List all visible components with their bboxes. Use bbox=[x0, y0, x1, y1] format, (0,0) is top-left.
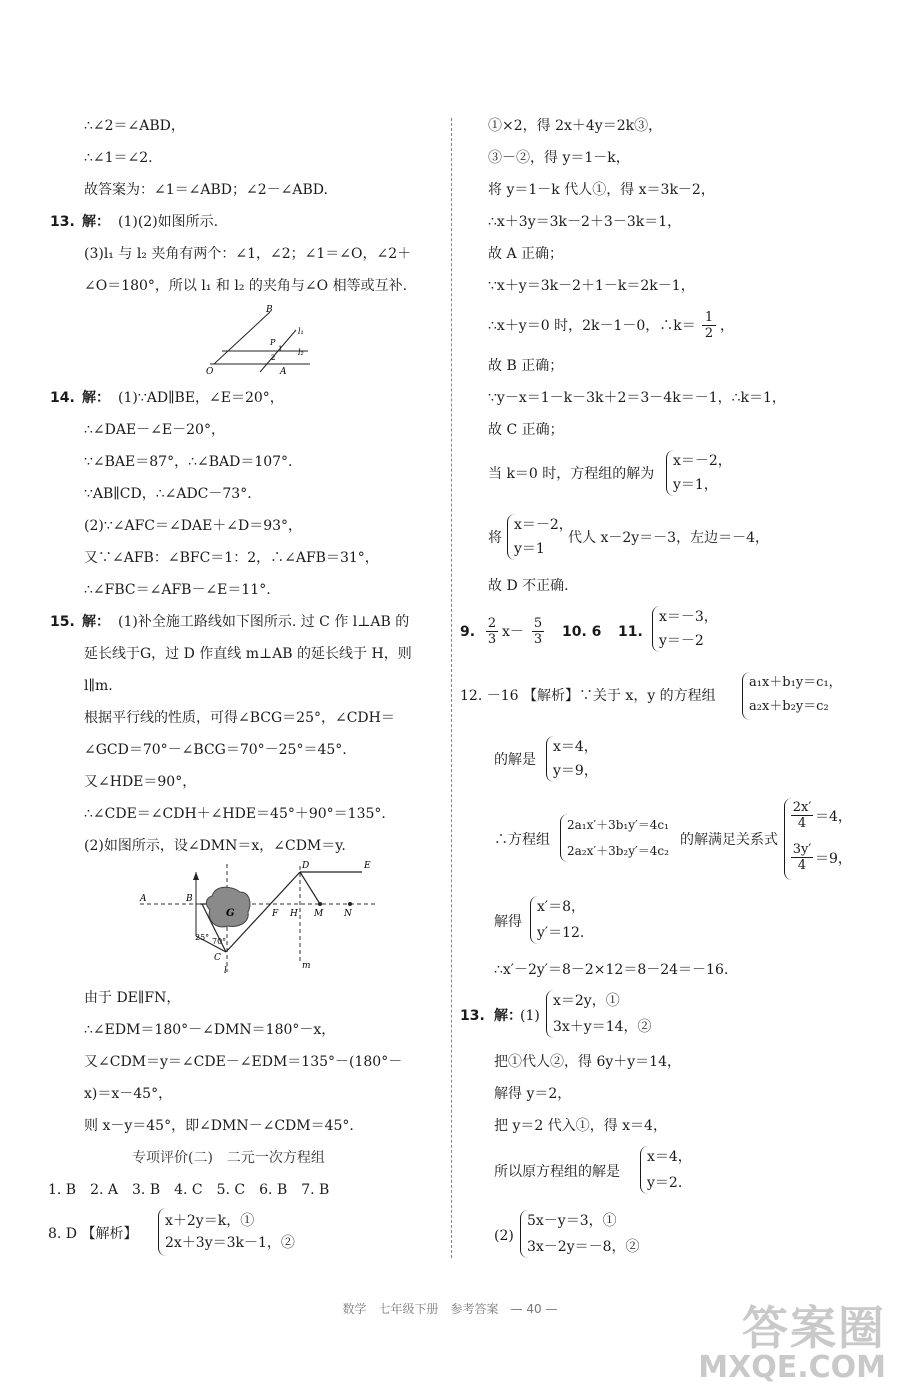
answer-label: 解： bbox=[82, 390, 110, 406]
answer-label: 解： bbox=[82, 614, 110, 630]
text-line: ③－②，得 y＝1－k， bbox=[488, 150, 630, 166]
point-label: A bbox=[280, 367, 287, 376]
fraction bbox=[791, 842, 813, 873]
question-number: 11. bbox=[618, 624, 643, 640]
equation: y′＝12. bbox=[537, 925, 585, 941]
numerator: 3y′ bbox=[792, 842, 812, 857]
question-number: 9. bbox=[460, 624, 476, 640]
equation-system bbox=[530, 896, 601, 944]
numerator: 2x′ bbox=[792, 800, 812, 815]
equation-system bbox=[784, 798, 852, 880]
equation: ＝9， bbox=[815, 851, 852, 867]
text-line: ∵y－x＝1－k－3k＋2＝3－4k＝－1，∴k＝1， bbox=[488, 390, 786, 406]
text-line: ∴x＋y＝0 时，2k－1－0，∴k＝ bbox=[488, 318, 696, 334]
equation: x＝4， bbox=[647, 1149, 692, 1165]
equation: x＝4， bbox=[553, 739, 598, 755]
text-line: 故 D 不正确. bbox=[488, 578, 569, 594]
text-line: ∵∠BAE＝87°，∴∠BAD＝107°. bbox=[84, 454, 293, 470]
text-line: ①×2，得 2x＋4y＝2k③， bbox=[488, 118, 663, 134]
text-line: 把 y＝2 代入①，得 x＝4， bbox=[494, 1118, 667, 1134]
column-divider bbox=[451, 118, 452, 1258]
line-label: l₂ bbox=[298, 348, 304, 357]
text-line: 当 k＝0 时，方程组的解为 bbox=[488, 466, 655, 482]
equation-system bbox=[640, 1146, 701, 1194]
equation-system bbox=[742, 672, 863, 720]
equation-system bbox=[158, 1208, 339, 1256]
text-line: (1)∵AD∥BE，∠E＝20°， bbox=[118, 390, 284, 406]
text-line: x－ bbox=[502, 624, 524, 640]
text-line: 延长线于G，过 D 作直线 m⊥AB 的延长线于 H，则 bbox=[84, 646, 412, 662]
point-label: C bbox=[214, 953, 221, 963]
question-number: 12. －16 【解析】∵关于 x，y 的方程组 bbox=[460, 688, 716, 704]
equation-system bbox=[560, 814, 681, 862]
denominator: 4 bbox=[791, 815, 813, 831]
text-line: ∴x′－2y′＝8－2×12＝8－24＝－16. bbox=[494, 962, 729, 978]
equation: a₂x＋b₂y＝c₂ bbox=[749, 699, 829, 714]
text-line: l∥m. bbox=[84, 678, 113, 694]
text-line: (1) bbox=[520, 1008, 540, 1024]
text-line: ∵AB∥CD，∴∠ADC－73°. bbox=[84, 486, 252, 502]
point-label: A bbox=[140, 894, 147, 904]
numerator: 1 bbox=[704, 310, 714, 325]
text-line: 根据平行线的性质，可得∠BCG＝25°，∠CDH＝ bbox=[84, 710, 395, 726]
figure-angle-lines bbox=[200, 300, 320, 376]
text-line: ∴方程组 bbox=[494, 832, 550, 848]
watermark-title: 答案圈 bbox=[742, 1301, 886, 1355]
text-line: 解得 y＝2， bbox=[494, 1086, 572, 1102]
text-line: ∴∠2＝∠ABD， bbox=[84, 118, 185, 134]
text-line: ∴∠EDM＝180°－∠DMN＝180°－x， bbox=[84, 1022, 336, 1038]
equation: 3x＋y＝14，② bbox=[553, 1019, 652, 1035]
text-line: 又∠HDE＝90°， bbox=[84, 774, 197, 790]
equation: ＝4， bbox=[815, 809, 852, 825]
angle-label: 2 bbox=[271, 354, 276, 362]
page-footer: 数学 七年级下册 参考答案 — 40 — bbox=[342, 1302, 558, 1316]
text-line: (2)如图所示，设∠DMN＝x，∠CDM＝y. bbox=[84, 838, 346, 854]
point-label: H bbox=[290, 909, 298, 919]
text-line: 故 C 正确； bbox=[488, 422, 564, 438]
denominator: 2 bbox=[702, 325, 716, 341]
question-number: 8. D 【解析】 bbox=[48, 1226, 138, 1242]
text-line: (2)∵∠AFC＝∠DAE＋∠D＝93°， bbox=[84, 518, 303, 534]
point-label: F bbox=[272, 909, 279, 919]
equation: 5x－y＝3，① bbox=[527, 1213, 617, 1229]
text-line: 由于 DE∥FN， bbox=[84, 990, 181, 1006]
question-number: 14. bbox=[50, 390, 75, 406]
text-line: ∴x＋3y＝3k－2＋3－3k＝1， bbox=[488, 214, 682, 230]
question-number: 15. bbox=[50, 614, 75, 630]
question-number: 13. bbox=[50, 214, 75, 230]
equation-system bbox=[546, 736, 607, 782]
angle-label: 1 bbox=[278, 345, 283, 353]
fraction bbox=[791, 800, 813, 831]
point-label: B bbox=[266, 305, 273, 315]
line-label: m bbox=[302, 961, 311, 971]
equation-system bbox=[666, 450, 757, 496]
equation: x＝2y，① bbox=[553, 993, 620, 1009]
equation: 3x－2y＝－8，② bbox=[527, 1239, 640, 1255]
fraction bbox=[702, 310, 716, 341]
text-line: ∴∠FBC＝∠AFB－∠E＝11°. bbox=[84, 582, 271, 598]
text-line: ∵x＋y＝3k－2＋1－k＝2k－1， bbox=[488, 278, 695, 294]
equation: y＝－2 bbox=[659, 633, 704, 649]
equation: y＝2. bbox=[647, 1175, 683, 1191]
text-line: ∠O＝180°，所以 l₁ 和 l₂ 的夹角与∠O 相等或互补. bbox=[84, 278, 408, 294]
equation: 2a₂x′＋3b₂y′＝4c₂ bbox=[567, 844, 669, 858]
text-line: 代人 x－2y＝－3，左边＝－4， bbox=[568, 530, 769, 546]
text-line: 将 y＝1－k 代人①，得 x＝3k－2， bbox=[488, 182, 715, 198]
text-line: 解得 bbox=[494, 914, 522, 930]
multiple-choice-answers: 1. B 2. A 3. B 4. C 5. C 6. B 7. B bbox=[48, 1182, 330, 1198]
text-line: 的解是 bbox=[494, 752, 536, 768]
fraction bbox=[486, 616, 498, 647]
equation: x＝－3， bbox=[659, 609, 718, 625]
denominator: 3 bbox=[487, 632, 497, 647]
equation: y＝1， bbox=[673, 477, 718, 493]
equation: x＋2y＝k，① bbox=[165, 1213, 255, 1229]
watermark-url: MXQE.COM bbox=[698, 1350, 886, 1385]
text-line: 又∠CDM＝y＝∠CDE－∠EDM＝135°－(180°－ bbox=[84, 1054, 403, 1070]
text-line: (3)l₁ 与 l₂ 夹角有两个：∠1，∠2；∠1＝∠O，∠2＋ bbox=[84, 246, 412, 262]
equation: y＝1 bbox=[514, 541, 545, 557]
question-number: 13. bbox=[460, 1008, 485, 1024]
text-line: 则 x－y＝45°，即∠DMN－∠CDM＝45°. bbox=[84, 1118, 354, 1134]
text-line: 的解满足关系式 bbox=[680, 832, 778, 848]
point-label: B bbox=[186, 894, 193, 904]
numerator: 5 bbox=[533, 616, 543, 631]
angle-label: 25° bbox=[195, 933, 210, 942]
answer-label: 解： bbox=[82, 214, 110, 230]
text-line: ∠GCD＝70°－∠BCG＝70°－25°＝45°. bbox=[84, 742, 347, 758]
equation-system bbox=[652, 606, 733, 652]
point-label: G bbox=[226, 908, 235, 919]
equation: x＝－2， bbox=[673, 453, 732, 469]
text-line: 故答案为：∠1＝∠ABD；∠2－∠ABD. bbox=[84, 182, 328, 198]
point-label: O bbox=[206, 367, 214, 376]
fraction bbox=[532, 616, 544, 647]
denominator: 3 bbox=[533, 632, 543, 647]
text-line: 把①代人②，得 6y＋y＝14， bbox=[494, 1054, 681, 1070]
equation-system bbox=[520, 1210, 651, 1258]
point-label: N bbox=[344, 909, 352, 919]
answer-label: 解： bbox=[494, 1008, 522, 1024]
text-line: 故 B 正确； bbox=[488, 358, 564, 374]
line-label: l bbox=[224, 966, 227, 976]
equation: 2a₁x′＋3b₁y′＝4c₁ bbox=[567, 818, 669, 832]
line-label: l₁ bbox=[298, 327, 304, 336]
text-line: (1)(2)如图所示. bbox=[118, 214, 219, 230]
equation: 2x＋3y＝3k－1，② bbox=[165, 1235, 295, 1251]
text-line: 将 bbox=[488, 530, 502, 546]
text-line: ∴∠CDE＝∠CDH＋∠HDE＝45°＋90°＝135°. bbox=[84, 806, 386, 822]
point-label: E bbox=[364, 861, 371, 871]
equation: a₁x＋b₁y＝c₁， bbox=[749, 675, 842, 690]
equation: y＝9， bbox=[553, 763, 598, 779]
text-line: 又∵∠AFB：∠BFC＝1：2，∴∠AFB＝31°， bbox=[84, 550, 379, 566]
text-line: ∴∠1＝∠2. bbox=[84, 150, 153, 166]
equation-system bbox=[546, 990, 657, 1038]
equation: x′＝8， bbox=[537, 899, 585, 915]
text-line: 故 A 正确； bbox=[488, 246, 564, 262]
point-label: M bbox=[314, 909, 324, 919]
text-line: (1)补全施工路线如下图所示. 过 C 作 l⊥AB 的 bbox=[118, 614, 410, 630]
text-line: (2) bbox=[494, 1228, 514, 1244]
text-line: ， bbox=[720, 318, 734, 334]
angle-label: 70° bbox=[212, 937, 227, 946]
section-title: 专项评价(二) 二元一次方程组 bbox=[132, 1150, 325, 1166]
numerator: 2 bbox=[487, 616, 497, 631]
question-number: 10. 6 bbox=[562, 624, 602, 640]
text-line: 所以原方程组的解是 bbox=[494, 1164, 620, 1180]
text-line: x)＝x－45°， bbox=[84, 1086, 173, 1102]
text-line: ∴∠DAE－∠E－20°， bbox=[84, 422, 225, 438]
equation: x＝－2， bbox=[514, 517, 573, 533]
point-label: D bbox=[302, 861, 310, 871]
denominator: 4 bbox=[791, 857, 813, 873]
figure-construction-route bbox=[132, 852, 382, 978]
point-label: P bbox=[270, 338, 276, 347]
watermark-logo bbox=[698, 1301, 886, 1385]
